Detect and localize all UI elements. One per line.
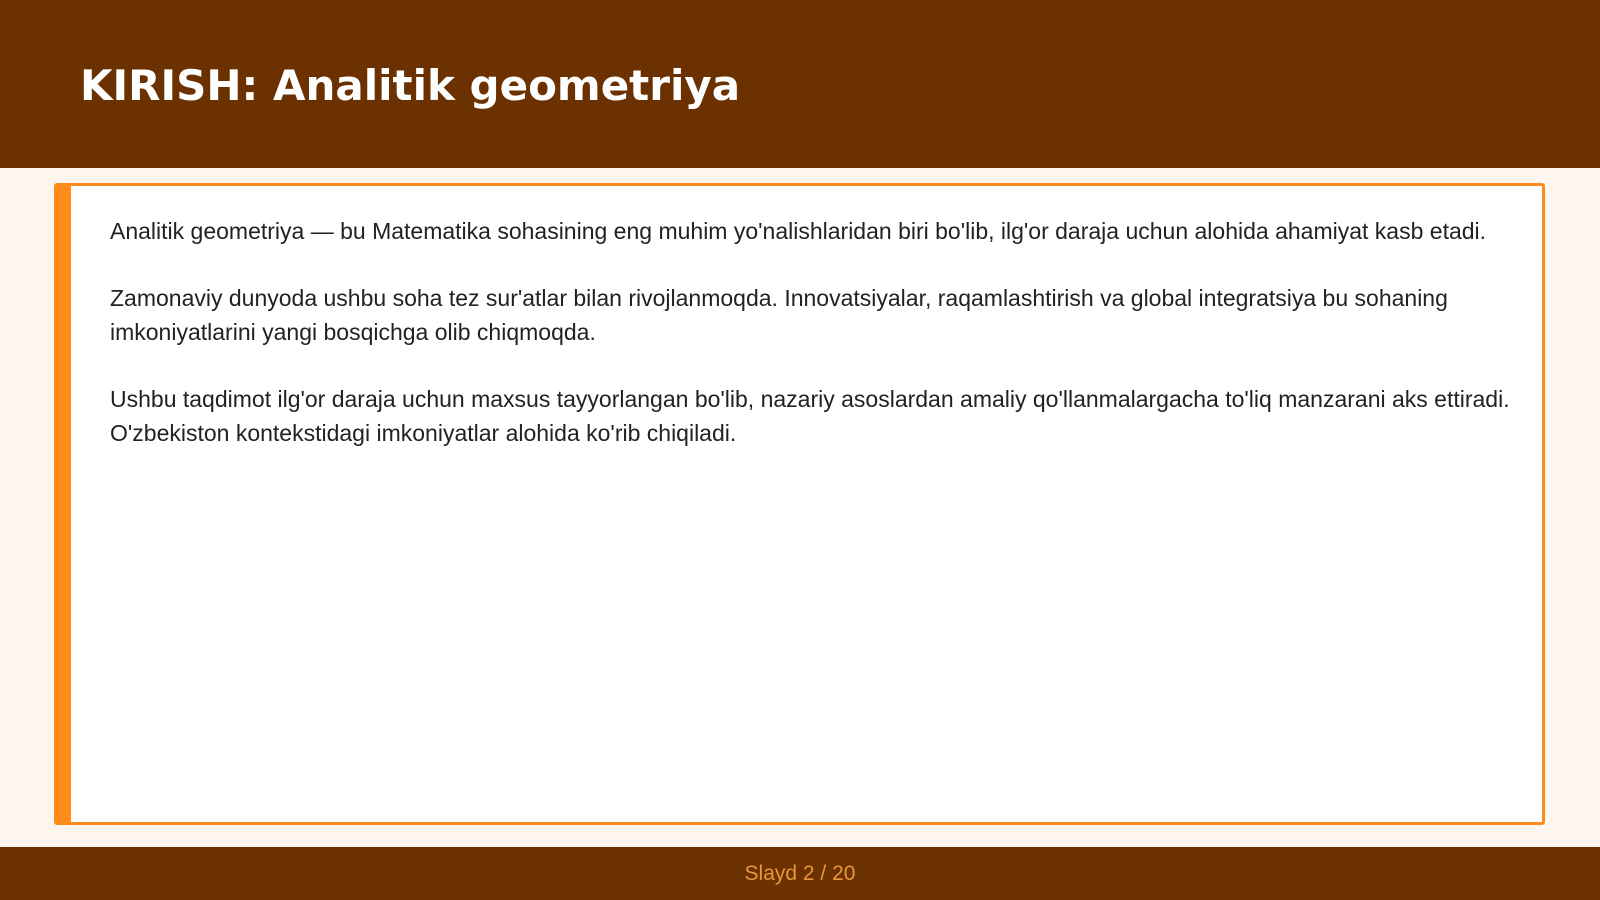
page-title: KIRISH: Analitik geometriya bbox=[80, 61, 741, 110]
paragraph-development: Zamonaviy dunyoda ushbu soha tez sur'atlar bilan rivojlanmoqda. Innovatsiyalar, raqamlashtirish va global integratsiya bu sohaning imkoniyatlarini yangi bosqichga olib chiqmoqda. bbox=[110, 285, 1448, 345]
content-body bbox=[110, 214, 1510, 483]
slide-footer bbox=[0, 847, 1600, 900]
content-card bbox=[54, 183, 1545, 825]
slide-counter: Slayd 2 / 20 bbox=[744, 862, 856, 885]
slide-header bbox=[0, 0, 1600, 168]
paragraph-intro: Analitik geometriya — bu Matematika sohasining eng muhim yo'nalishlaridan biri bo'lib, ilg'or daraja uchun alohida ahamiyat kasb etadi. bbox=[110, 218, 1487, 244]
paragraph-presentation: Ushbu taqdimot ilg'or daraja uchun maxsus tayyorlangan bo'lib, nazariy asoslardan amaliy qo'llanmalargacha to'liq manzarani aks ettiradi. O'zbekiston kontekstidagi imkoniyatlar alohida ko'rib chiqiladi. bbox=[110, 386, 1510, 446]
